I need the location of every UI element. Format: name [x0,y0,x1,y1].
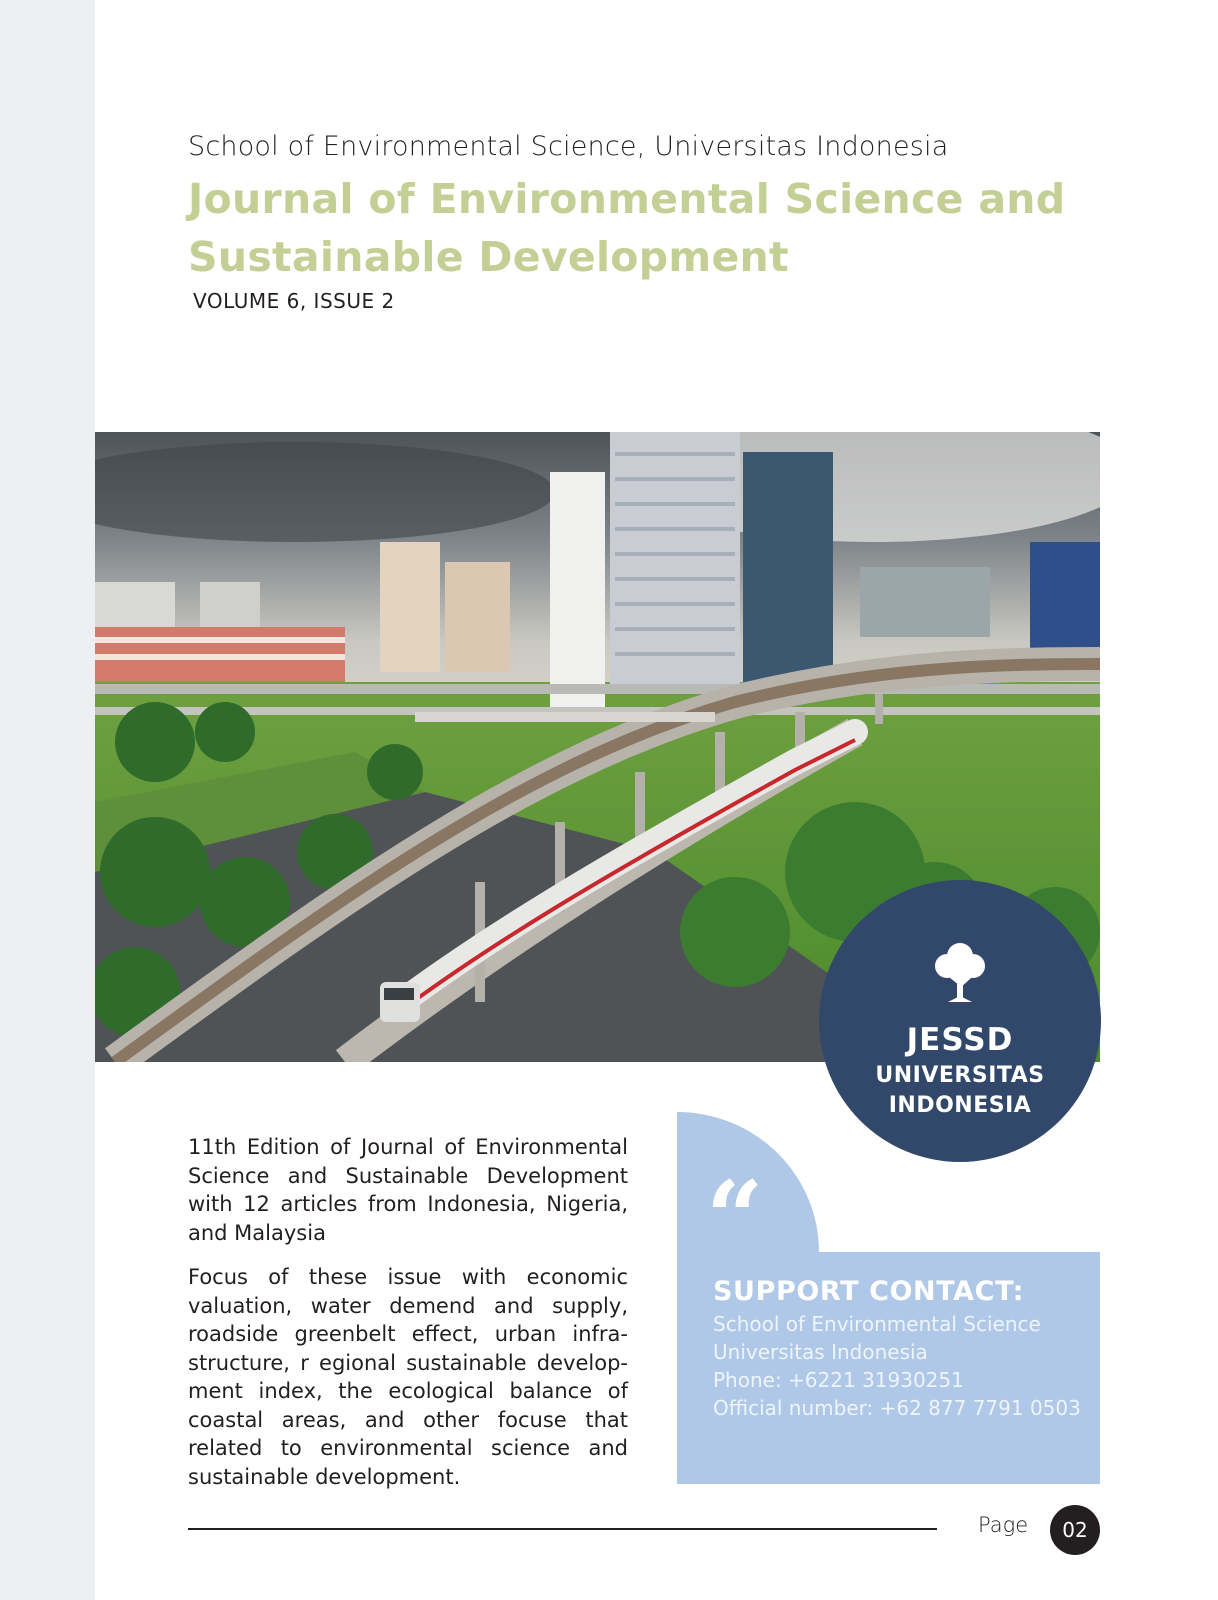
badge-university [819,1061,1101,1121]
contact-line-phone: Phone: +6221 31930251 [713,1368,964,1392]
description-paragraph-2: Focus of these issue with economic valuation, water demend and supply, roadside greenbelt effect, urban infra-structure, r egional sustainable develop-ment index, the ecological balance of coastal areas, and other focuse that related to environmental science and sustainable development. [188,1265,628,1489]
quote-mark-icon: “ [706,1159,764,1277]
badge-acronym: JESSD [906,1022,1014,1058]
volume-issue: VOLUME 6, ISSUE 2 [193,289,395,313]
page-label: Page [978,1513,1029,1537]
description-paragraph-1: 11th Edition of Journal of Environmental Science and Sustainable Development with 12 articles from Indonesia, Nigeria, and Malaysia [188,1135,628,1245]
contact-line-school: School of Environmental Science [713,1312,1041,1336]
contact-line-official-number: Official number: +62 877 7791 0503 [713,1396,1081,1420]
support-contact-details [713,1310,1087,1422]
edition-description [188,1133,628,1507]
school-name: School of Environmental Science, Universitas Indonesia [188,131,949,162]
contact-line-university: Universitas Indonesia [713,1340,928,1364]
jessd-badge [819,880,1101,1162]
support-contact-heading: SUPPORT CONTACT: [713,1276,1025,1307]
badge-university-line2: INDONESIA [888,1093,1032,1118]
footer-rule [188,1528,937,1530]
tree-icon [930,940,990,1010]
left-margin-strip [0,0,95,1600]
badge-university-line1: UNIVERSITAS [875,1063,1045,1088]
journal-title: Journal of Environmental Science and Sustainable Development [188,175,1066,281]
page-number-badge: 02 [1050,1505,1100,1555]
